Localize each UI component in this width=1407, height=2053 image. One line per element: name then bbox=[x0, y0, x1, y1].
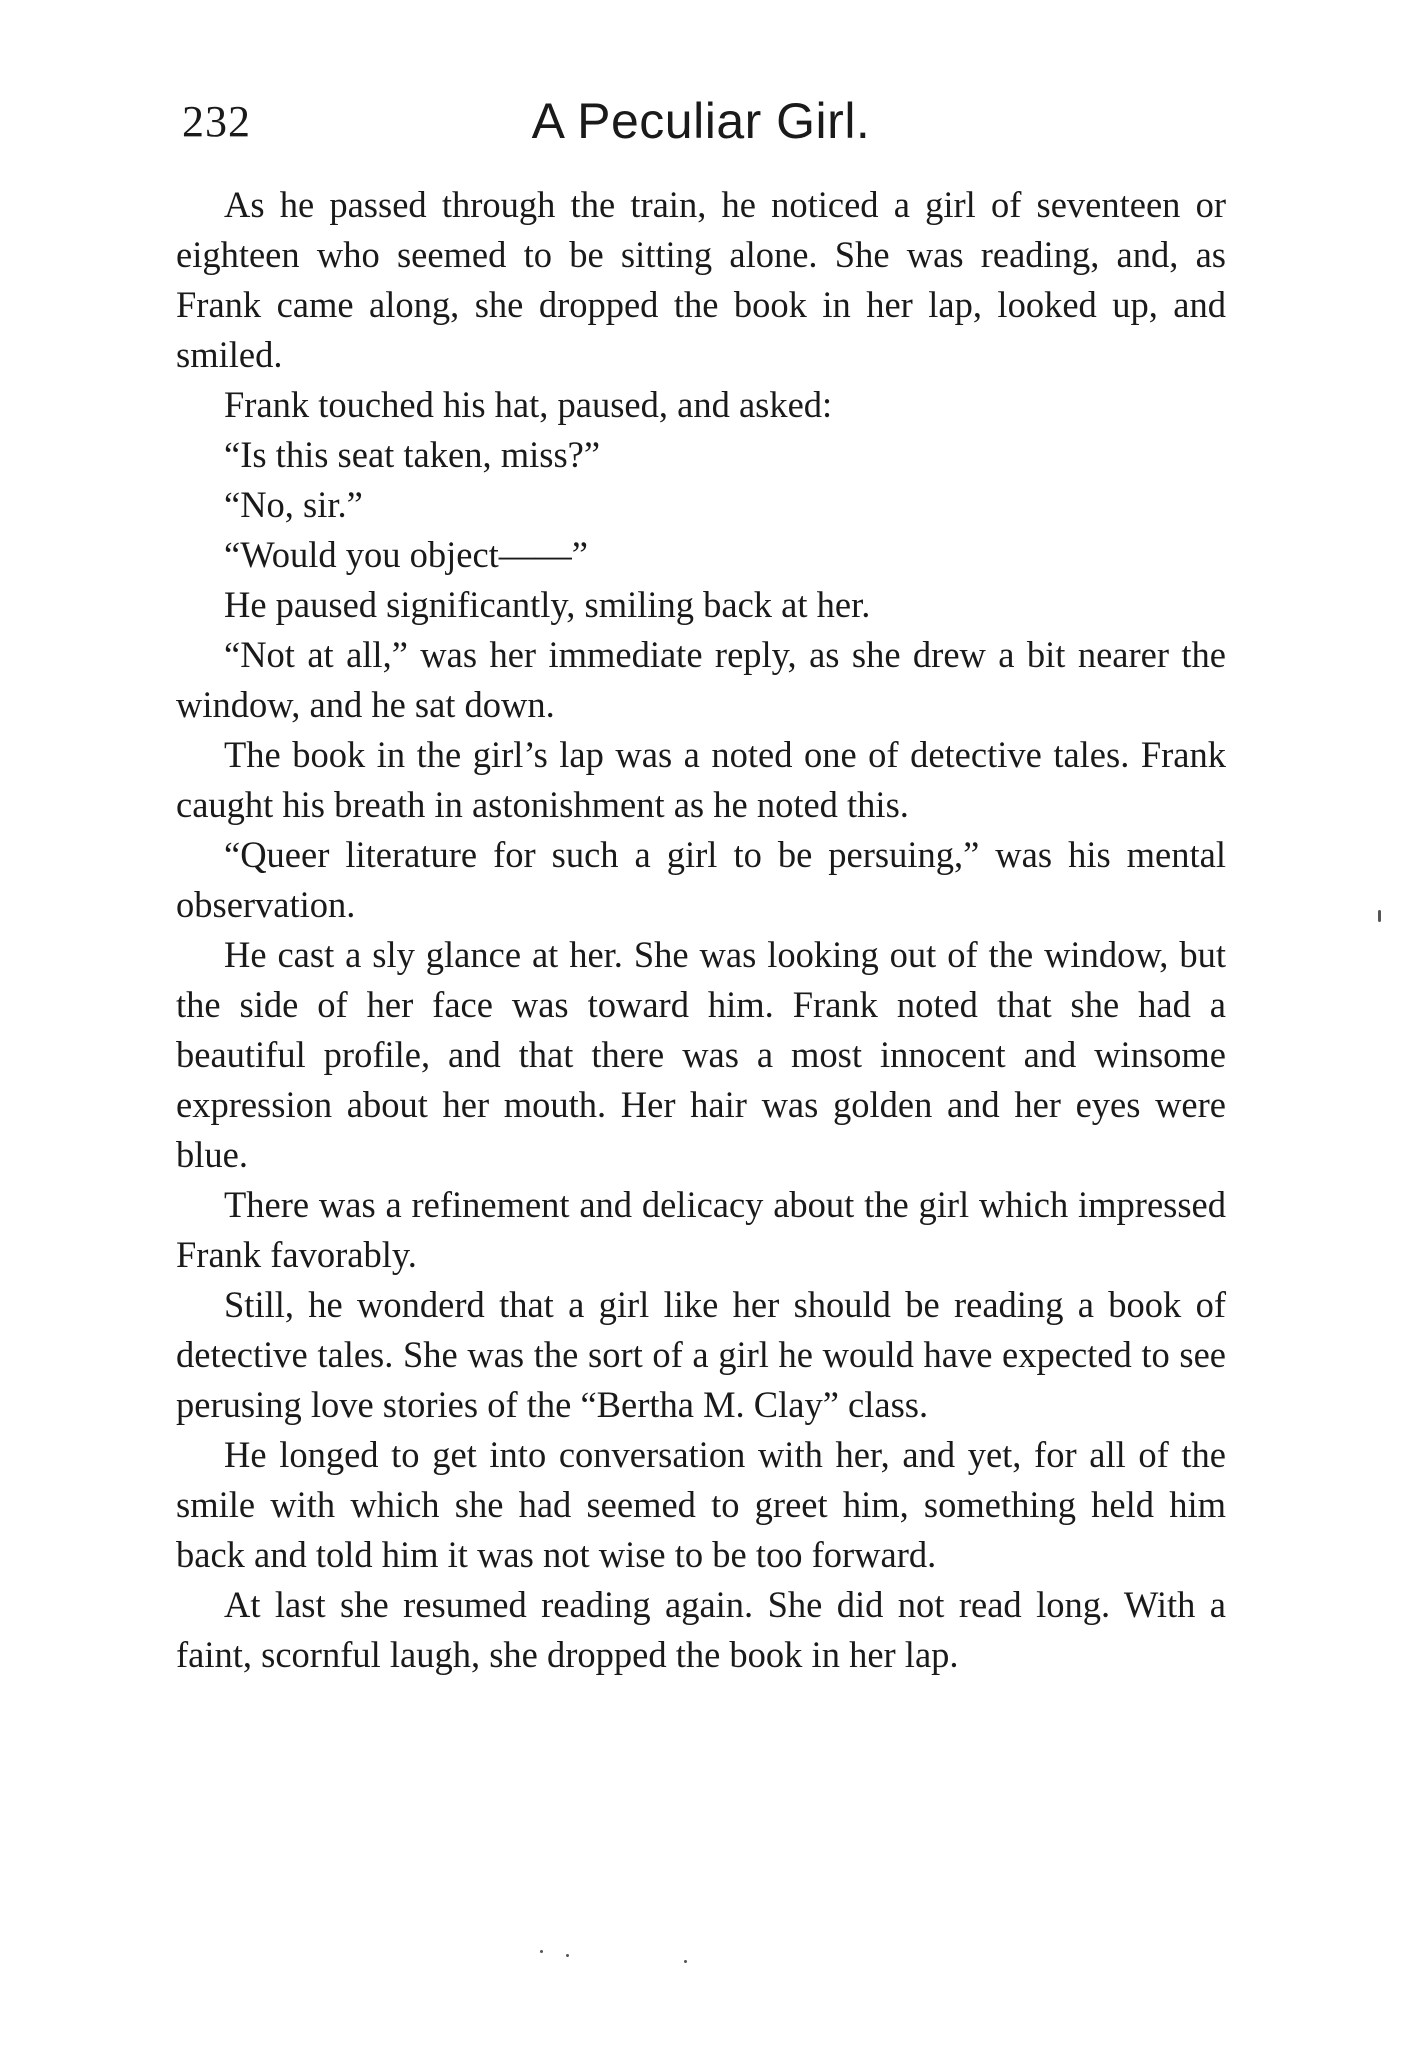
paragraph: There was a refinement and delicacy about the girl which impressed Frank favorably. bbox=[176, 1184, 1226, 1275]
page-header bbox=[176, 92, 1226, 162]
paragraph: He paused significantly, smiling back at her. bbox=[224, 584, 871, 625]
paragraph: “No, sir.” bbox=[224, 484, 363, 525]
paragraph: He longed to get into conversation with her, and yet, for all of the smile with which she had seemed to greet him, something held him back and told him it was not wise to be too forward. bbox=[176, 1434, 1226, 1575]
paragraph: “Not at all,” was her immediate reply, as she drew a bit nearer the window, and he sat down. bbox=[176, 634, 1226, 725]
scan-speck bbox=[1378, 910, 1381, 922]
page-number: 232 bbox=[182, 97, 251, 146]
scan-speck bbox=[684, 1960, 687, 1963]
paragraph: Still, he wonderd that a girl like her should be reading a book of detective tales. She was the sort of a girl he would have expected to see perusing love stories of the “Bertha M. Clay” class. bbox=[176, 1284, 1226, 1425]
scan-speck bbox=[540, 1950, 543, 1953]
paragraph: Frank touched his hat, paused, and asked: bbox=[224, 384, 833, 425]
paragraph: The book in the girl’s lap was a noted one of detective tales. Frank caught his breath in astonishment as he noted this. bbox=[176, 734, 1226, 825]
paragraph: As he passed through the train, he noticed a girl of seventeen or eighteen who seemed to be sitting alone. She was reading, and, as Frank came along, she dropped the book in her lap, looked up, and smiled. bbox=[176, 184, 1226, 375]
paragraph: “Is this seat taken, miss?” bbox=[224, 434, 601, 475]
running-title: A Peculiar Girl. bbox=[531, 93, 871, 149]
paragraph: “Would you object——” bbox=[224, 534, 589, 575]
scan-speck bbox=[566, 1954, 569, 1957]
paragraph: He cast a sly glance at her. She was looking out of the window, but the side of her face was toward him. Frank noted that she had a beautiful profile, and that there was a most innocent and winsome expression about her mouth. Her hair was golden and her eyes were blue. bbox=[176, 934, 1226, 1175]
body-text bbox=[176, 180, 1226, 1680]
paragraph: “Queer literature for such a girl to be persuing,” was his mental observation. bbox=[176, 834, 1226, 925]
paragraph: At last she resumed reading again. She did not read long. With a faint, scornful laugh, she dropped the book in her lap. bbox=[176, 1584, 1226, 1675]
